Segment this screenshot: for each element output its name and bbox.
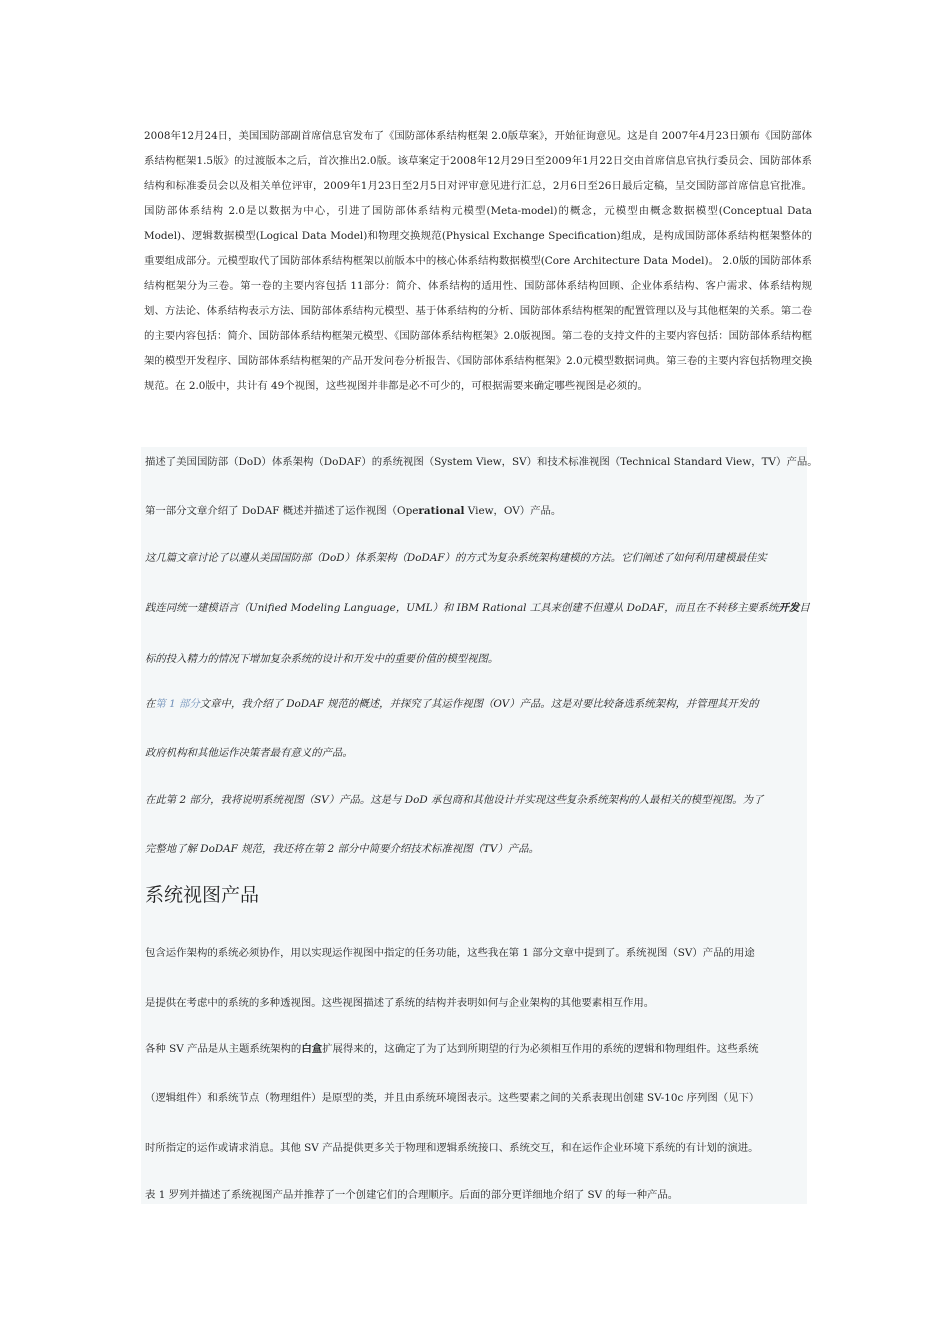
paragraph-3-line: 表 1 罗列并描述了系统视图产品并推荐了一个创建它们的合理顺序。后面的部分更详细地介绍了 SV 的每一种产品。: [145, 1189, 679, 1201]
abstract-line-4-a: 在: [145, 698, 156, 710]
abstract-line-6: 在此第 2 部分，我将说明系统视图（SV）产品。这是与 DoD 承包商和其他设计并实现这些复杂系统架构的人最相关的模型视图。为了: [145, 794, 764, 806]
paragraph-2-c: 扩展得来的，这确定了为了达到所期望的行为必须相互作用的系统的逻辑和物理组件。这些系统: [322, 1043, 759, 1055]
abstract-line-2: [145, 599, 810, 614]
part1-text-a: 第一部分文章介绍了 DoDAF 概述并描述了运作视图（Ope: [145, 505, 419, 517]
abstract-line-2-bold: 开发: [778, 602, 800, 614]
abstract-line-1: 这几篇文章讨论了以遵从美国国防部（DoD）体系架构（DoDAF）的方式为复杂系统架构建模的方法。它们阐述了如何利用建模最佳实: [145, 552, 767, 564]
paragraph-2-a: 各种 SV 产品是从主题系统架构的: [145, 1043, 302, 1055]
part1-summary-line: [145, 502, 810, 517]
description-line: 描述了美国国防部（DoD）体系架构（DoDAF）的系统视图（System View，SV）和技术标准视图（Technical Standard View，TV）产品。: [145, 456, 818, 468]
intro-paragraph: 2008年12月24日，美国国防部副首席信息官发布了《国防部体系结构框架 2.0版草案》，开始征询意见。这是自 2007年4月23日颁布《国防部体系结构框架1.5版》的过渡版本之后，首次推出2.0版。该草案定于2008年12月29日至2009年1月22日交由首席信息官执行委员会、国防部体系结构和标准委员会以及相关单位评审，2009年1月23日至2月5日对评审意见进行汇总，2月6日至26日最后定稿，呈交国防部首席信息官批准。 国防部体系结构 2.0是以数据为中心，引进了国防部体系结构元模型(Meta-model)的概念，元模型由概念数据模型(Conceptual Data Model)、逻辑数据模型(Logical Data Model)和物理交换规范(Physical Exchange Specification)组成，是构成国防部体系结构框架整体的重要组成部分。元模型取代了国防部体系结构框架以前版本中的核心体系结构数据模型(Core Architecture Data Model)。 2.0版的国防部体系结构框架分为三卷。第一卷的主要内容包括 11部分：简介、体系结构的适用性、国防部体系结构回顾、企业体系结构、客户需求、体系结构规划、方法论、体系结构表示方法、国防部体系结构元模型、基于体系结构的分析、国防部体系结构框架的配置管理以及与其他框架的关系。第二卷的主要内容包括：简介、国防部体系结构框架元模型、《国防部体系结构框架》2.0版视图。第二卷的支持文件的主要内容包括：国防部体系结构框架的模型开发程序、国防部体系结构框架的产品开发问卷分析报告、《国防部体系结构框架》2.0元模型数据词典。第三卷的主要内容包括物理交换规范。在 2.0版中，共计有 49个视图，这些视图并非都是必不可少的，可根据需要来确定哪些视图是必须的。: [144, 130, 812, 392]
part1-text-c: View，OV）产品。: [464, 505, 562, 517]
section-heading: 系统视图产品: [145, 884, 260, 906]
paragraph-2-bold: 白盒: [301, 1043, 323, 1055]
abstract-line-5: 政府机构和其他运作决策者最有意义的产品。: [145, 747, 353, 759]
abstract-line-7: 完整地了解 DoDAF 规范，我还将在第 2 部分中简要介绍技术标准视图（TV）产品。: [145, 843, 539, 855]
paragraph-2-line-3: 时所指定的运作或请求消息。其他 SV 产品提供更多关于物理和逻辑系统接口、系统交互，和在运作企业环境下系统的有计划的演进。: [145, 1142, 759, 1154]
abstract-line-2-a: 践连同统一建模语言（Unified Modeling Language，UML）和 IBM Rational 工具来创建不但遵从 DoDAF，而且在不转移主要系统: [145, 602, 779, 614]
part1-text-b: rational: [418, 505, 465, 517]
paragraph-1-line-1: 包含运作架构的系统必须协作，用以实现运作视图中指定的任务功能，这些我在第 1 部分文章中提到了。系统视图（SV）产品的用途: [145, 947, 755, 959]
abstract-line-4: [145, 695, 810, 710]
paragraph-2-line-2: （逻辑组件）和系统节点（物理组件）是原型的类，并且由系统环境图表示。这些要素之间的关系表现出创建 SV-10c 序列图（见下）: [145, 1092, 760, 1104]
abstract-line-3: 标的投入精力的情况下增加复杂系统的设计和开发中的重要价值的模型视图。: [145, 653, 499, 665]
paragraph-1-line-2: 是提供在考虑中的系统的多种透视图。这些视图描述了系统的结构并表明如何与企业架构的其他要素相互作用。: [145, 997, 655, 1009]
paragraph-2-line-1: [145, 1040, 810, 1055]
part1-link[interactable]: 第 1 部分: [155, 698, 200, 710]
abstract-line-2-c: 目: [799, 602, 810, 614]
abstract-line-4-b: 文章中，我介绍了 DoDAF 规范的概述，并探究了其运作视图（OV）产品。这是对要比较备选系统架构，并管理其开发的: [199, 698, 759, 710]
